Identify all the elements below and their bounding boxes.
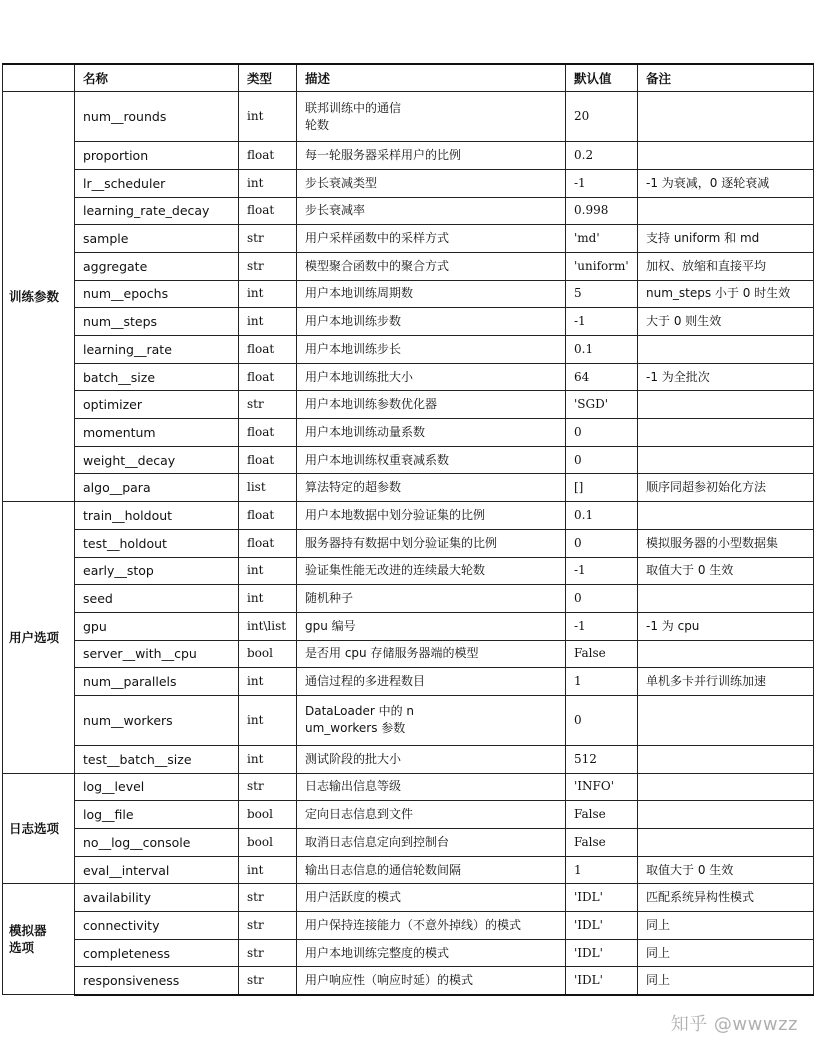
table-row	[3, 585, 814, 613]
table-row	[3, 912, 814, 940]
param-note: 加权、放缩和直接平均	[638, 252, 814, 280]
param-type: int	[239, 856, 297, 884]
param-desc: 用户活跃度的模式	[297, 884, 566, 912]
param-desc: 用户本地训练动量系数	[297, 419, 566, 447]
param-type: int	[239, 557, 297, 585]
param-desc: 用户保持连接能力（不意外掉线）的模式	[297, 912, 566, 940]
group-label: 日志选项	[3, 773, 75, 884]
param-name: proportion	[75, 142, 239, 170]
param-type: float	[239, 502, 297, 530]
param-note	[638, 391, 814, 419]
param-type: str	[239, 773, 297, 801]
header-desc: 描述	[297, 64, 566, 92]
param-desc: 算法特定的超参数	[297, 474, 566, 502]
param-default: False	[566, 829, 638, 857]
param-default: 0	[566, 446, 638, 474]
param-default: 5	[566, 280, 638, 308]
param-desc: 用户本地训练批大小	[297, 363, 566, 391]
param-note: 同上	[638, 967, 814, 995]
param-name: num__workers	[75, 695, 239, 745]
param-type: int	[239, 169, 297, 197]
param-default: 'IDL'	[566, 967, 638, 995]
param-type: int	[239, 585, 297, 613]
param-desc: 日志输出信息等级	[297, 773, 566, 801]
param-name: log__level	[75, 773, 239, 801]
param-note	[638, 801, 814, 829]
param-default: 'uniform'	[566, 252, 638, 280]
watermark: 知乎 @wwwzz	[670, 1014, 798, 1035]
param-type: str	[239, 967, 297, 995]
param-type: float	[239, 363, 297, 391]
header-note: 备注	[638, 64, 814, 92]
table-row	[3, 612, 814, 640]
param-default: 1	[566, 856, 638, 884]
header-default: 默认值	[566, 64, 638, 92]
param-note	[638, 92, 814, 142]
param-default: 'IDL'	[566, 939, 638, 967]
table-row	[3, 967, 814, 995]
param-default: 'md'	[566, 225, 638, 253]
param-type: str	[239, 225, 297, 253]
param-default: 0.998	[566, 197, 638, 225]
table-row	[3, 308, 814, 336]
table-row	[3, 801, 814, 829]
param-type: str	[239, 252, 297, 280]
param-default: 0	[566, 695, 638, 745]
table-row	[3, 939, 814, 967]
param-type: int	[239, 745, 297, 773]
param-name: sample	[75, 225, 239, 253]
param-type: int	[239, 668, 297, 696]
table-row	[3, 446, 814, 474]
param-desc: 用户本地训练参数优化器	[297, 391, 566, 419]
param-default: 0	[566, 419, 638, 447]
param-name: lr__scheduler	[75, 169, 239, 197]
table-row	[3, 225, 814, 253]
param-default: 0.1	[566, 336, 638, 364]
param-default: -1	[566, 308, 638, 336]
param-type: float	[239, 529, 297, 557]
param-default: False	[566, 640, 638, 668]
param-desc: 步长衰减率	[297, 197, 566, 225]
param-note	[638, 745, 814, 773]
param-name: eval__interval	[75, 856, 239, 884]
param-type: float	[239, 336, 297, 364]
table-row	[3, 695, 814, 745]
param-default: []	[566, 474, 638, 502]
param-name: server__with__cpu	[75, 640, 239, 668]
param-default: 0	[566, 585, 638, 613]
param-note	[638, 446, 814, 474]
param-desc: 通信过程的多进程数目	[297, 668, 566, 696]
param-name: momentum	[75, 419, 239, 447]
param-type: bool	[239, 801, 297, 829]
param-desc: 是否用 cpu 存储服务器端的模型	[297, 640, 566, 668]
param-note: -1 为 cpu	[638, 612, 814, 640]
param-note	[638, 502, 814, 530]
param-note	[638, 142, 814, 170]
param-name: test__batch__size	[75, 745, 239, 773]
param-note	[638, 695, 814, 745]
param-name: num__rounds	[75, 92, 239, 142]
param-name: num__steps	[75, 308, 239, 336]
param-type: bool	[239, 640, 297, 668]
param-desc: 用户本地训练完整度的模式	[297, 939, 566, 967]
param-desc: DataLoader 中的 n um_workers 参数	[297, 695, 566, 745]
param-desc: 测试阶段的批大小	[297, 745, 566, 773]
param-name: batch__size	[75, 363, 239, 391]
param-note	[638, 585, 814, 613]
header-type: 类型	[239, 64, 297, 92]
param-type: float	[239, 419, 297, 447]
table-row	[3, 391, 814, 419]
param-type: str	[239, 939, 297, 967]
param-type: float	[239, 446, 297, 474]
param-note: num_steps 小于 0 时生效	[638, 280, 814, 308]
param-desc: 取消日志信息定向到控制台	[297, 829, 566, 857]
param-default: -1	[566, 612, 638, 640]
group-label: 用户选项	[3, 502, 75, 774]
header-row	[3, 64, 814, 92]
param-name: availability	[75, 884, 239, 912]
param-note	[638, 773, 814, 801]
param-name: seed	[75, 585, 239, 613]
param-default: 1	[566, 668, 638, 696]
param-desc: 用户本地训练步长	[297, 336, 566, 364]
param-desc: 用户本地训练权重衰减系数	[297, 446, 566, 474]
param-note	[638, 829, 814, 857]
param-default: 64	[566, 363, 638, 391]
param-name: log__file	[75, 801, 239, 829]
param-desc: 定向日志信息到文件	[297, 801, 566, 829]
param-type: int	[239, 280, 297, 308]
param-note: 单机多卡并行训练加速	[638, 668, 814, 696]
table-row	[3, 142, 814, 170]
param-type: int	[239, 308, 297, 336]
table-row	[3, 529, 814, 557]
param-name: no__log__console	[75, 829, 239, 857]
param-default: 'INFO'	[566, 773, 638, 801]
param-type: float	[239, 197, 297, 225]
param-desc: gpu 编号	[297, 612, 566, 640]
param-name: learning__rate	[75, 336, 239, 364]
table-row	[3, 363, 814, 391]
param-name: connectivity	[75, 912, 239, 940]
param-desc: 联邦训练中的通信 轮数	[297, 92, 566, 142]
param-note: 顺序同超参初始化方法	[638, 474, 814, 502]
param-note: 大于 0 则生效	[638, 308, 814, 336]
param-note: 同上	[638, 939, 814, 967]
table-row	[3, 197, 814, 225]
table-row	[3, 474, 814, 502]
param-note	[638, 419, 814, 447]
group-label: 训练参数	[3, 92, 75, 502]
param-note: 取值大于 0 生效	[638, 856, 814, 884]
param-name: test__holdout	[75, 529, 239, 557]
param-note	[638, 640, 814, 668]
param-note	[638, 197, 814, 225]
param-desc: 模型聚合函数中的聚合方式	[297, 252, 566, 280]
param-default: 512	[566, 745, 638, 773]
param-desc: 服务器持有数据中划分验证集的比例	[297, 529, 566, 557]
param-desc: 步长衰减类型	[297, 169, 566, 197]
param-default: 0.1	[566, 502, 638, 530]
param-default: -1	[566, 557, 638, 585]
param-name: responsiveness	[75, 967, 239, 995]
param-desc: 随机种子	[297, 585, 566, 613]
table-row	[3, 668, 814, 696]
param-name: train__holdout	[75, 502, 239, 530]
param-name: aggregate	[75, 252, 239, 280]
param-name: completeness	[75, 939, 239, 967]
param-default: 'IDL'	[566, 884, 638, 912]
table-row	[3, 640, 814, 668]
param-default: -1	[566, 169, 638, 197]
parameter-table	[2, 63, 814, 996]
param-note: -1 为衰减，0 逐轮衰减	[638, 169, 814, 197]
param-type: float	[239, 142, 297, 170]
table-row	[3, 336, 814, 364]
param-desc: 用户本地数据中划分验证集的比例	[297, 502, 566, 530]
param-desc: 用户响应性（响应时延）的模式	[297, 967, 566, 995]
param-name: learning_rate_decay	[75, 197, 239, 225]
param-type: int	[239, 695, 297, 745]
param-default: 20	[566, 92, 638, 142]
table-row	[3, 502, 814, 530]
header-name: 名称	[75, 64, 239, 92]
param-default: 0	[566, 529, 638, 557]
table-body	[3, 92, 814, 995]
param-type: bool	[239, 829, 297, 857]
param-desc: 用户采样函数中的采样方式	[297, 225, 566, 253]
table-row	[3, 419, 814, 447]
table-row	[3, 884, 814, 912]
param-desc: 每一轮服务器采样用户的比例	[297, 142, 566, 170]
param-name: optimizer	[75, 391, 239, 419]
param-type: int\list	[239, 612, 297, 640]
param-name: early__stop	[75, 557, 239, 585]
param-note: 模拟服务器的小型数据集	[638, 529, 814, 557]
param-default: 'IDL'	[566, 912, 638, 940]
param-type: str	[239, 391, 297, 419]
param-desc: 用户本地训练周期数	[297, 280, 566, 308]
table-row	[3, 169, 814, 197]
param-type: int	[239, 92, 297, 142]
param-name: num__parallels	[75, 668, 239, 696]
table-row	[3, 773, 814, 801]
table-row	[3, 856, 814, 884]
param-name: num__epochs	[75, 280, 239, 308]
param-name: gpu	[75, 612, 239, 640]
param-note: -1 为全批次	[638, 363, 814, 391]
group-label: 模拟器 选项	[3, 884, 75, 995]
param-desc: 输出日志信息的通信轮数间隔	[297, 856, 566, 884]
table-row	[3, 829, 814, 857]
param-note	[638, 336, 814, 364]
param-note: 同上	[638, 912, 814, 940]
param-desc: 用户本地训练步数	[297, 308, 566, 336]
table-row	[3, 92, 814, 142]
param-default: False	[566, 801, 638, 829]
table-row	[3, 745, 814, 773]
table-row	[3, 252, 814, 280]
header-group	[3, 64, 75, 92]
param-default: 'SGD'	[566, 391, 638, 419]
param-default: 0.2	[566, 142, 638, 170]
param-name: weight__decay	[75, 446, 239, 474]
table-row	[3, 557, 814, 585]
param-desc: 验证集性能无改进的连续最大轮数	[297, 557, 566, 585]
param-name: algo__para	[75, 474, 239, 502]
table-row	[3, 280, 814, 308]
param-note: 支持 uniform 和 md	[638, 225, 814, 253]
param-type: str	[239, 912, 297, 940]
param-note: 取值大于 0 生效	[638, 557, 814, 585]
param-type: list	[239, 474, 297, 502]
param-type: str	[239, 884, 297, 912]
param-note: 匹配系统异构性模式	[638, 884, 814, 912]
